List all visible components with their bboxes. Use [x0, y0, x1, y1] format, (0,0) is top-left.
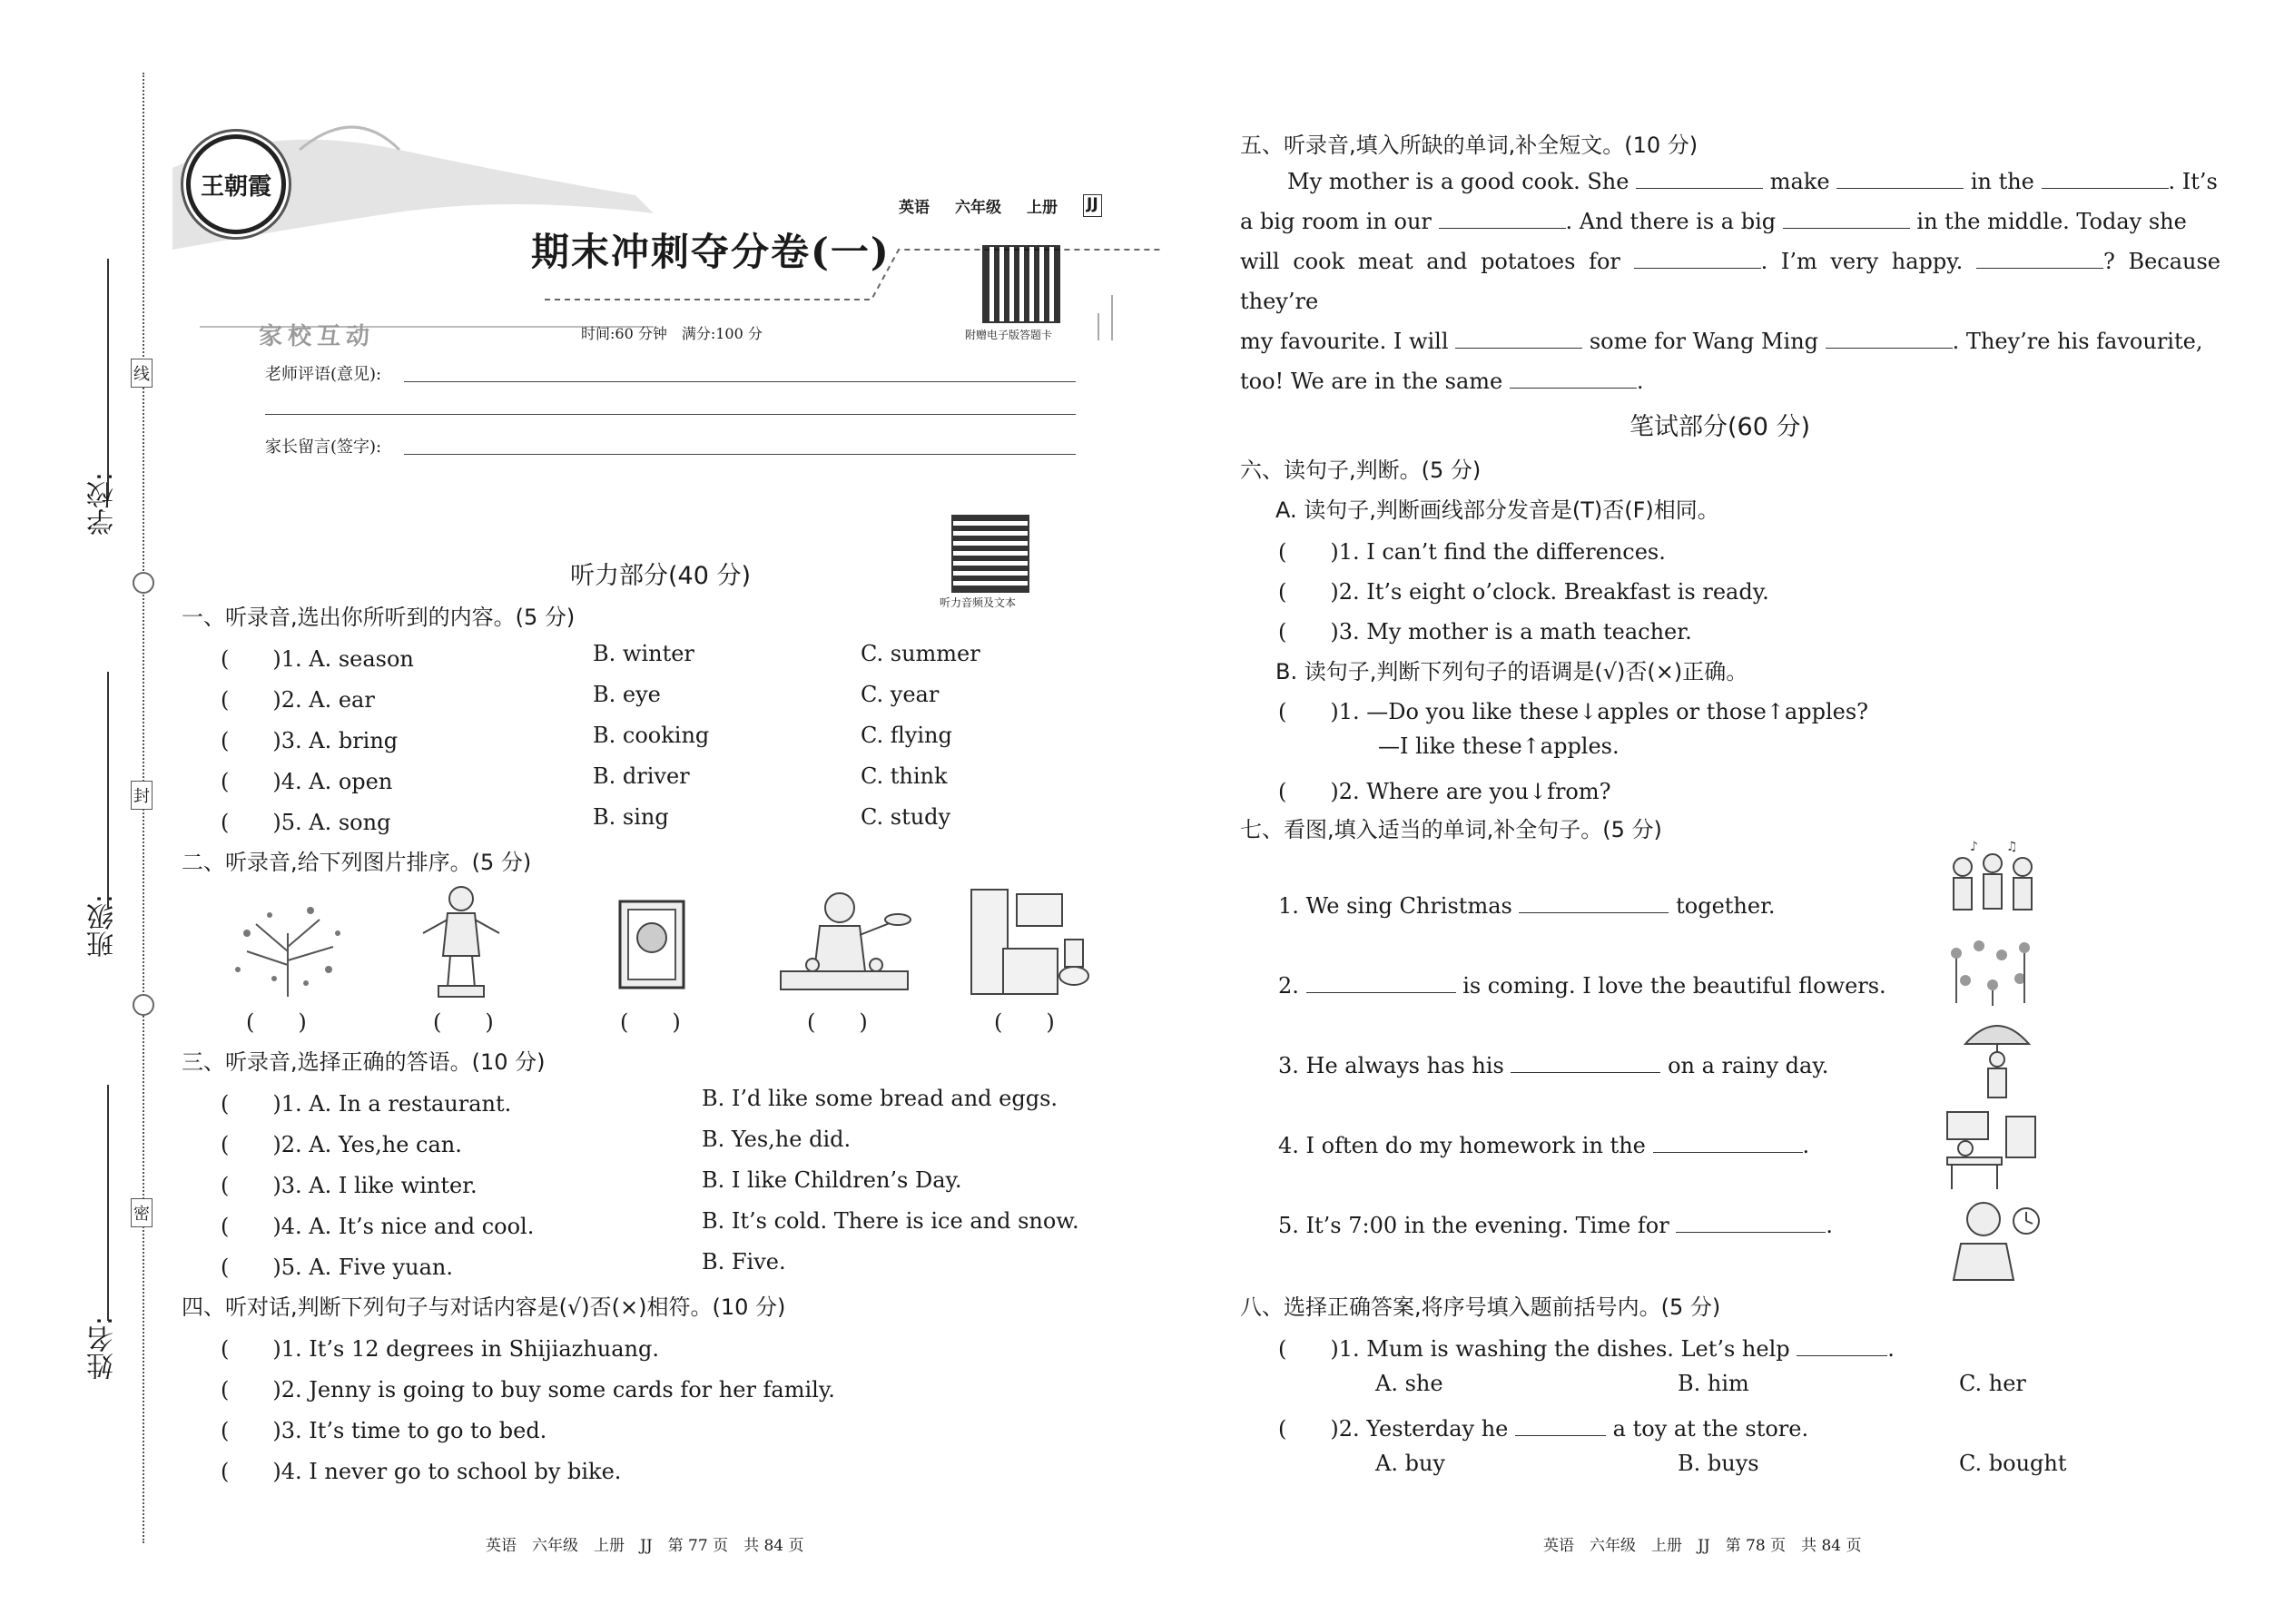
- parent-comment-line[interactable]: [404, 454, 1076, 455]
- s1-q3-c[interactable]: C. flying: [861, 723, 952, 748]
- s2-bracket-3[interactable]: ( ): [620, 1009, 681, 1035]
- s5-blank-6[interactable]: [1634, 248, 1761, 269]
- s1-q5-c[interactable]: C. study: [861, 804, 951, 830]
- qr-code-answer-sheet: [982, 245, 1060, 323]
- seal-char-mi: 密: [131, 1198, 153, 1227]
- picture-snowy-tree: [220, 897, 356, 999]
- s1-q3-a[interactable]: ( )3. A. bring: [221, 728, 399, 753]
- section-4-heading: 四、听对话,判断下列句子与对话内容是(√)否(×)相符。(10 分): [182, 1294, 786, 1320]
- s5-blank-8[interactable]: [1455, 328, 1582, 349]
- picture-boy-in-snow: [416, 879, 507, 1001]
- section-3-heading: 三、听录音,选择正确的答语。(10 分): [182, 1049, 546, 1075]
- s7-q1: 1. We sing Christmas together.: [1278, 893, 1776, 919]
- s7-q2: 2. is coming. I love the beautiful flowers.: [1278, 973, 1886, 999]
- section-2-heading: 二、听录音,给下列图片排序。(5 分): [182, 850, 532, 875]
- s8-q1-c[interactable]: C. her: [1959, 1371, 2026, 1396]
- logo-text: 王朝霞: [200, 172, 271, 201]
- s8-q2: ( )2. Yesterday he a toy at the store.: [1278, 1416, 1809, 1442]
- s8-q2-b[interactable]: B. buys: [1678, 1451, 1759, 1476]
- teacher-comment-line-2[interactable]: [265, 414, 1076, 415]
- s1-q4-c[interactable]: C. think: [861, 763, 948, 789]
- section-6-heading: 六、读句子,判断。(5 分): [1240, 458, 1482, 483]
- listening-title: 听力部分(40 分): [570, 562, 752, 590]
- time-info: 时间:60 分钟 满分:100 分: [581, 325, 763, 342]
- parent-comment-label: 家长留言(签字):: [265, 438, 382, 457]
- s3-q1-a[interactable]: ( )1. A. In a restaurant.: [221, 1091, 512, 1117]
- s3-q3-a[interactable]: ( )3. A. I like winter.: [221, 1173, 478, 1198]
- s5-line-1: My mother is a good cook. She make in the . It’s: [1287, 169, 2218, 194]
- s3-q3-b[interactable]: B. I like Children’s Day.: [702, 1167, 962, 1193]
- school-label: 学校:: [87, 472, 119, 536]
- class-label: 班级:: [87, 894, 119, 959]
- picture-kids-singing: [1943, 840, 2043, 926]
- s7-blank-4[interactable]: [1653, 1132, 1803, 1153]
- section-5-heading: 五、听录音,填入所缺的单词,补全短文。(10 分): [1240, 133, 1698, 158]
- s4-q4[interactable]: ( )4. I never go to school by bike.: [221, 1459, 622, 1484]
- qr1-caption: 附赠电子版答题卡: [965, 329, 1053, 341]
- s8-blank-1[interactable]: [1797, 1335, 1887, 1356]
- s1-q2-b[interactable]: B. eye: [593, 682, 661, 707]
- s5-line-5: too! We are in the same .: [1240, 369, 1644, 394]
- teacher-comment-line-1[interactable]: [404, 381, 1076, 382]
- s6-a-q3[interactable]: ( )3. My mother is a math teacher.: [1278, 619, 1692, 645]
- s6-b-q1-answer: —I like these↑apples.: [1378, 733, 1620, 759]
- seal-char-feng: 封: [131, 781, 153, 810]
- picture-card: [615, 897, 688, 992]
- written-title: 笔试部分(60 分): [1629, 413, 1811, 441]
- s1-q3-b[interactable]: B. cooking: [593, 723, 710, 748]
- section-7-heading: 七、看图,填入适当的单词,补全句子。(5 分): [1240, 817, 1662, 842]
- s1-q4-b[interactable]: B. driver: [593, 763, 690, 789]
- picture-boy-cooking: [776, 885, 912, 994]
- s7-blank-5[interactable]: [1676, 1212, 1826, 1233]
- s7-blank-1[interactable]: [1519, 892, 1669, 913]
- s3-q2-a[interactable]: ( )2. A. Yes,he can.: [221, 1132, 462, 1157]
- picture-umbrella: [1961, 1012, 2033, 1103]
- s4-q1[interactable]: ( )1. It’s 12 degrees in Shijiazhuang.: [221, 1336, 659, 1362]
- s8-blank-2[interactable]: [1515, 1415, 1606, 1436]
- s3-q4-a[interactable]: ( )4. A. It’s nice and cool.: [221, 1214, 535, 1239]
- qr2-caption: 听力音频及文本: [940, 596, 1017, 609]
- s6-part-a-heading: A. 读句子,判断画线部分发音是(T)否(F)相同。: [1275, 497, 1719, 523]
- picture-study-room: [1943, 1107, 2043, 1194]
- seal-char-line: 线: [131, 359, 153, 388]
- picture-spring-flowers: [1943, 935, 2043, 1008]
- s5-blank-1[interactable]: [1636, 168, 1763, 189]
- s3-q4-b[interactable]: B. It’s cold. There is ice and snow.: [702, 1208, 1079, 1234]
- s2-bracket-1[interactable]: ( ): [246, 1009, 307, 1035]
- footer-left: 英语 六年级 上册 JJ 第 77 页 共 84 页: [486, 1537, 804, 1555]
- s8-q1: ( )1. Mum is washing the dishes. Let’s help .: [1278, 1336, 1895, 1362]
- s1-q1-a[interactable]: ( )1. A. season: [221, 646, 414, 672]
- s5-blank-9[interactable]: [1826, 328, 1953, 349]
- s8-q1-a[interactable]: A. she: [1375, 1371, 1443, 1396]
- s6-b-q2[interactable]: ( )2. Where are you↓from?: [1278, 779, 1611, 804]
- s3-q2-b[interactable]: B. Yes,he did.: [702, 1127, 852, 1152]
- picture-bathroom: [967, 885, 1094, 999]
- tag-subject: 英语: [899, 199, 930, 217]
- family-school-label: 家校互动: [259, 323, 376, 350]
- s4-q2[interactable]: ( )2. Jenny is going to buy some cards for her family.: [221, 1377, 835, 1403]
- picture-girl-clock: [1943, 1194, 2043, 1284]
- s6-b-q1[interactable]: ( )1. —Do you like these↓apples or those↑apples?: [1278, 699, 1869, 724]
- section-8-heading: 八、选择正确答案,将序号填入题前括号内。(5 分): [1240, 1294, 1721, 1320]
- s5-line-2: a big room in our . And there is a big in the middle. Today she: [1240, 209, 2187, 234]
- tag-term: 上册: [1027, 199, 1058, 217]
- s7-blank-3[interactable]: [1511, 1052, 1660, 1073]
- s2-bracket-2[interactable]: ( ): [433, 1009, 494, 1035]
- s3-q5-b[interactable]: B. Five.: [702, 1249, 786, 1275]
- s1-q5-b[interactable]: B. sing: [593, 804, 669, 830]
- s5-blank-5[interactable]: [1783, 208, 1910, 229]
- s1-q1-b[interactable]: B. winter: [593, 641, 694, 666]
- s5-blank-2[interactable]: [1836, 168, 1964, 189]
- s5-blank-7[interactable]: [1976, 248, 2103, 269]
- seal-mark-2: [133, 994, 154, 1016]
- class-line: [107, 672, 109, 908]
- s3-q5-a[interactable]: ( )5. A. Five yuan.: [221, 1255, 453, 1280]
- school-line: [107, 259, 109, 495]
- qr-code-audio: [951, 515, 1029, 593]
- s1-q5-a[interactable]: ( )5. A. song: [221, 810, 391, 835]
- s7-q4: 4. I often do my homework in the .: [1278, 1133, 1810, 1158]
- s1-q2-c[interactable]: C. year: [861, 682, 940, 707]
- s3-q1-b[interactable]: B. I’d like some bread and eggs.: [702, 1086, 1058, 1111]
- s1-q2-a[interactable]: ( )2. A. ear: [221, 687, 375, 713]
- s6-a-q2[interactable]: ( )2. It’s eight o’clock. Breakfast is ready.: [1278, 579, 1769, 605]
- section-1-heading: 一、听录音,选出你所听到的内容。(5 分): [182, 605, 576, 630]
- s7-q5: 5. It’s 7:00 in the evening. Time for .: [1278, 1213, 1833, 1238]
- s8-q1-b[interactable]: B. him: [1678, 1371, 1749, 1396]
- book-tag: [899, 194, 1102, 217]
- s6-a-q1[interactable]: ( )1. I can’t find the differences.: [1278, 539, 1666, 565]
- s8-q2-a[interactable]: A. buy: [1375, 1451, 1445, 1476]
- section-5-passage: [1240, 162, 2220, 401]
- footer-right: 英语 六年级 上册 JJ 第 78 页 共 84 页: [1543, 1537, 1862, 1555]
- s2-bracket-5[interactable]: ( ): [994, 1009, 1055, 1035]
- s6-part-b-heading: B. 读句子,判断下列句子的语调是(√)否(×)正确。: [1275, 659, 1748, 684]
- svg-text:♫: ♫: [2006, 840, 2018, 854]
- tag-edition: JJ: [1083, 194, 1102, 217]
- s5-blank-10[interactable]: [1510, 368, 1637, 389]
- name-line: [107, 1085, 109, 1321]
- s5-blank-3[interactable]: [2042, 168, 2169, 189]
- svg-text:♪: ♪: [1970, 840, 1978, 854]
- page-title: 期末冲刺夺分卷(一): [531, 230, 891, 274]
- s5-blank-4[interactable]: [1439, 208, 1566, 229]
- s1-q4-a[interactable]: ( )4. A. open: [221, 769, 393, 794]
- s2-bracket-4[interactable]: ( ): [807, 1009, 868, 1035]
- tag-grade: 六年级: [955, 199, 1001, 217]
- s5-line-3: will cook meat and potatoes for . I’m very happy. ? Because they’re: [1240, 249, 2221, 314]
- s7-q3: 3. He always has his on a rainy day.: [1278, 1053, 1829, 1078]
- seal-mark-1: [133, 572, 154, 594]
- teacher-comment-label: 老师评语(意见):: [265, 365, 382, 384]
- publisher-logo: [186, 134, 286, 234]
- s4-q3[interactable]: ( )3. It’s time to go to bed.: [221, 1418, 547, 1443]
- s5-line-4: my favourite. I will some for Wang Ming . They’re his favourite,: [1240, 329, 2203, 354]
- s7-blank-2[interactable]: [1306, 972, 1456, 993]
- s8-q2-c[interactable]: C. bought: [1959, 1451, 2067, 1476]
- name-label: 姓名:: [87, 1316, 119, 1381]
- s1-q1-c[interactable]: C. summer: [861, 641, 980, 666]
